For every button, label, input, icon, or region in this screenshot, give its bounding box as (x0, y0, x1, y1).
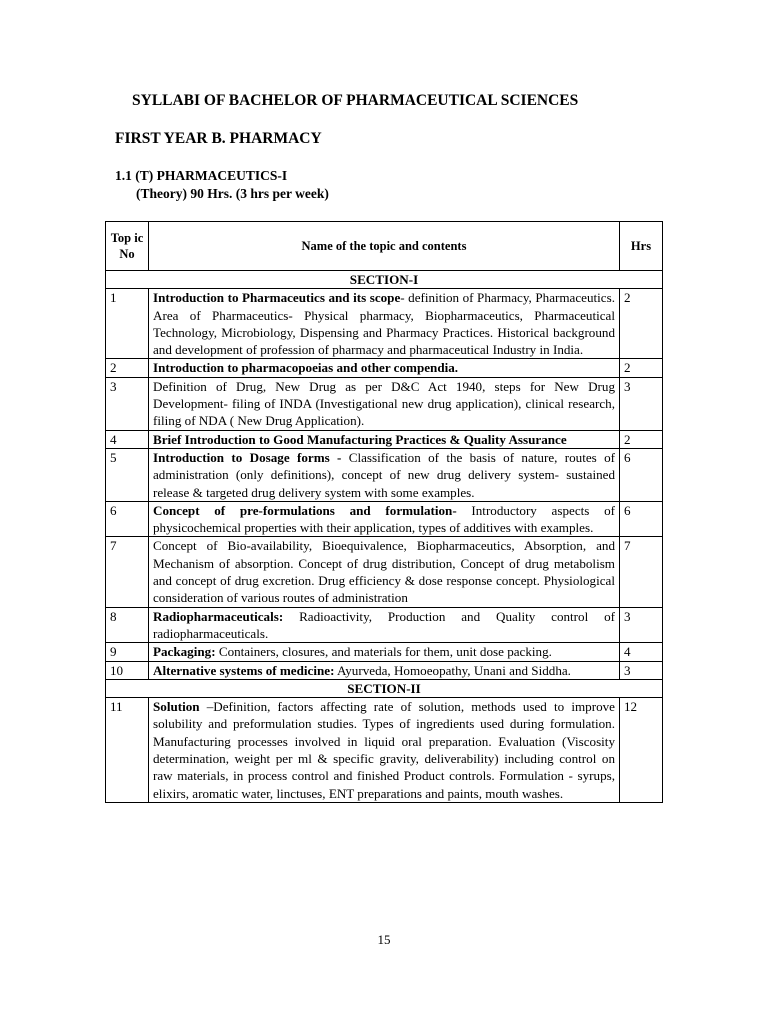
topic-number: 8 (106, 607, 149, 643)
topic-number: 10 (106, 661, 149, 679)
topic-contents (149, 698, 620, 803)
topic-contents (149, 377, 620, 430)
page-number: 15 (377, 932, 391, 947)
topic-number: 7 (106, 537, 149, 607)
topic-text: - definition of Pharmacy, Pharmaceutics. Area of Pharmaceutics- Physical pharmacy, Biopharmaceutics, Pharmaceutical Technology, Microbiology, Dispensing and Pharmacy Practices. Historical background and development of profession of pharmacy and pharmaceutical Industry in India. (153, 290, 615, 358)
topic-hours: 12 (620, 698, 663, 803)
topic-number: 5 (106, 448, 149, 501)
topic-title: Introduction to Pharmaceutics and its scope (153, 290, 401, 306)
table-row (106, 430, 663, 448)
col-header-topic: Name of the topic and contents (149, 222, 620, 271)
table-body (106, 271, 663, 803)
table-row (106, 661, 663, 679)
topic-number: 9 (106, 643, 149, 661)
topic-contents (149, 537, 620, 607)
table-header-row (106, 222, 663, 271)
topic-hours: 2 (620, 289, 663, 359)
topic-number: 3 (106, 377, 149, 430)
topic-text: Ayurveda, Homoeopathy, Unani and Siddha. (334, 662, 571, 678)
topic-text: Classification of the basis of nature, routes of administration (only definitions), concept of new drug delivery system- sustained release & targeted drug delivery system with some examples. (153, 449, 615, 500)
topic-contents (149, 607, 620, 643)
col-header-topic-no: Top ic No (106, 222, 149, 271)
section-row (106, 271, 663, 289)
topic-text: Definition of Drug, New Drug as per D&C Act 1940, steps for New Drug Development- filing of INDA (Investigational new drug application), clinical research, filing of NDA ( New Drug Application). (153, 378, 615, 429)
topic-hours: 3 (620, 607, 663, 643)
table-row (106, 607, 663, 643)
section-row (106, 679, 663, 697)
table-row (106, 448, 663, 501)
topic-title: Solution (153, 699, 200, 715)
table-row (106, 698, 663, 803)
table-row (106, 537, 663, 607)
topic-contents (149, 430, 620, 448)
topic-text: –Definition, factors affecting rate of solution, methods used to improve solubility and preformulation studies. Types of ingredients used during formulation. Manufacturing processes involved in liquid oral preparation. Evaluation (Viscosity determination, weight per ml & specific gravity, deliverability) including control on raw materials, in process control and finished Product controls. Formulation - syrups, elixirs, aromatic water, linctuses, ENT preparations and paints, mouth washes. (153, 699, 615, 801)
topic-number: 2 (106, 359, 149, 377)
topic-text: Concept of Bio-availability, Bioequivalence, Biopharmaceutics, Absorption, and Mechanism of absorption. Concept of drug distribution, Concept of drug metabolism and concept of drug excretion. Drug efficiency & dose response concept. Physiological consideration of various routes of administration (153, 538, 615, 606)
year-title: FIRST YEAR B. PHARMACY (115, 130, 322, 147)
table-row (106, 643, 663, 661)
topic-hours: 3 (620, 377, 663, 430)
topic-hours: 3 (620, 661, 663, 679)
topic-hours: 7 (620, 537, 663, 607)
topic-hours: 6 (620, 501, 663, 537)
section-heading: SECTION-I (106, 271, 663, 289)
section-heading: SECTION-II (106, 679, 663, 697)
topic-hours: 2 (620, 430, 663, 448)
topic-contents (149, 501, 620, 537)
topic-title: Packaging: (153, 644, 216, 660)
topic-title: Alternative systems of medicine: (153, 662, 335, 678)
topic-number: 11 (106, 698, 149, 803)
topic-title: Concept of pre-formulations and formulation- (153, 502, 457, 518)
course-subtitle: (Theory) 90 Hrs. (3 hrs per week) (136, 186, 329, 201)
table-row (106, 377, 663, 430)
topic-contents (149, 643, 620, 661)
topic-title: Introduction to Dosage forms - (153, 449, 342, 465)
topic-title: Brief Introduction to Good Manufacturing Practices & Quality Assurance (153, 431, 567, 447)
topic-title: Radiopharmaceuticals: (153, 608, 284, 624)
topic-text: Radioactivity, Production and Quality control of radiopharmaceuticals. (153, 608, 615, 641)
table-row (106, 501, 663, 537)
topic-contents (149, 289, 620, 359)
table-row (106, 289, 663, 359)
topic-number: 1 (106, 289, 149, 359)
topic-hours: 6 (620, 448, 663, 501)
topic-hours: 4 (620, 643, 663, 661)
topic-hours: 2 (620, 359, 663, 377)
topic-contents (149, 661, 620, 679)
topic-title: Introduction to pharmacopoeias and other compendia. (153, 360, 459, 376)
page-title: SYLLABI OF BACHELOR OF PHARMACEUTICAL SCIENCES (132, 92, 579, 109)
topic-number: 6 (106, 501, 149, 537)
course-code: 1.1 (T) PHARMACEUTICS-I (115, 168, 288, 183)
topic-contents (149, 448, 620, 501)
syllabus-table (105, 221, 663, 803)
col-header-hrs: Hrs (620, 222, 663, 271)
table-row (106, 359, 663, 377)
topic-number: 4 (106, 430, 149, 448)
topic-text: Containers, closures, and materials for them, unit dose packing. (215, 644, 552, 660)
topic-text: Introductory aspects of physicochemical properties with their application, types of additives with examples. (153, 502, 615, 536)
topic-contents (149, 359, 620, 377)
